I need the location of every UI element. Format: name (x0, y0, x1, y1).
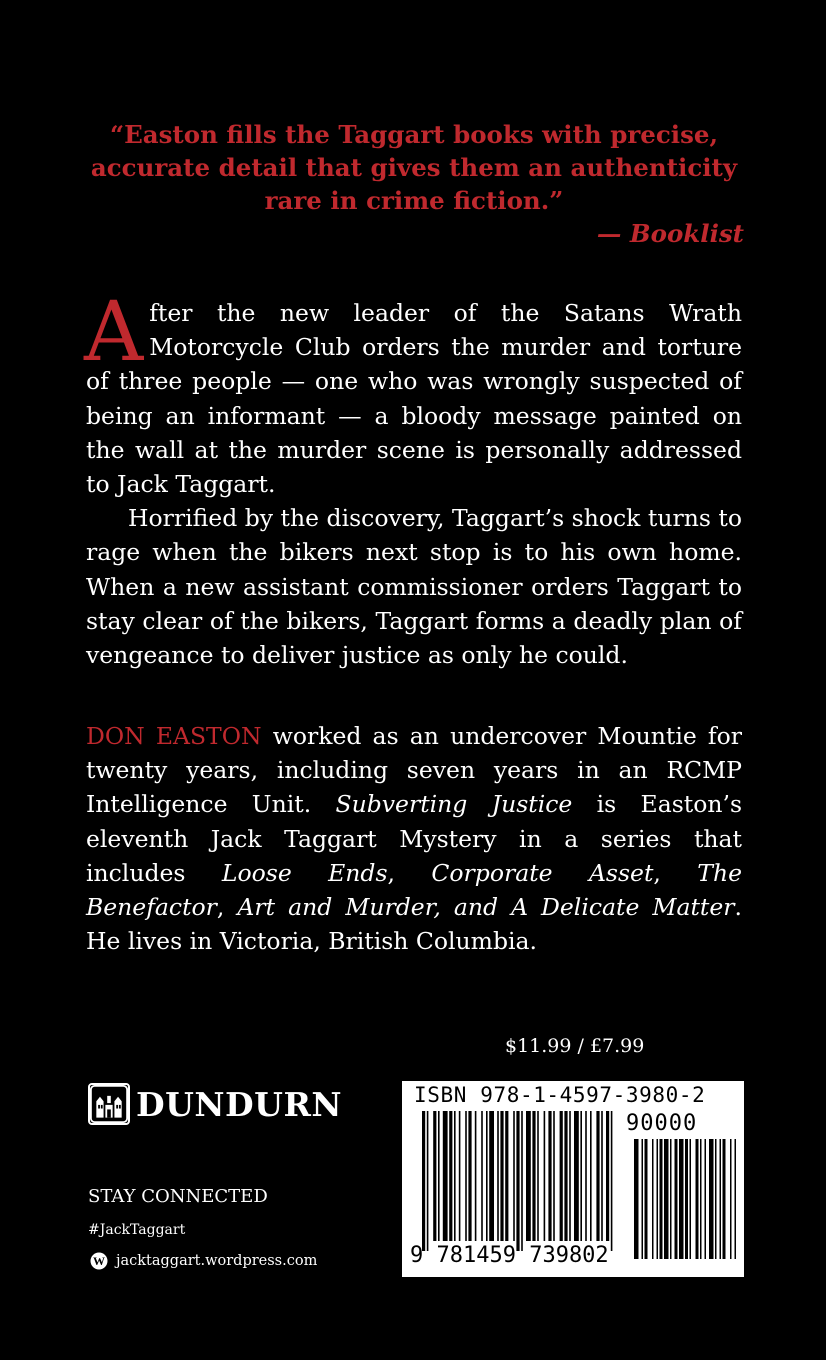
bio-title-1: Loose Ends (221, 858, 388, 887)
isbn-digits: 9 781459 739802 (410, 1243, 609, 1268)
bio-sep-2: , (653, 858, 698, 887)
bio-title-3: The Benefactor (86, 858, 743, 922)
review-quote (84, 118, 744, 250)
publisher-name: DUNDURN (136, 1084, 343, 1124)
stay-connected-heading: STAY CONNECTED (88, 1186, 268, 1207)
publisher-logo (88, 1083, 342, 1125)
barcode-box (402, 1081, 744, 1277)
svg-text:W: W (93, 1254, 105, 1268)
wordpress-icon (90, 1252, 108, 1270)
book-blurb (84, 285, 742, 672)
bio-part-1: worked as an undercover Mountie for twenty years, including seven years in an RCMP Intelligence Unit. (86, 722, 742, 819)
blurb-paragraph-1 (84, 285, 742, 501)
price-code: 90000 (626, 1111, 698, 1136)
website-url: jacktaggart.wordpress.com (116, 1253, 318, 1269)
bio-part-3: . He lives in Victoria, British Columbia. (86, 893, 742, 956)
quote-text: “Easton fills the Taggart books with precise, accurate detail that gives them an authenticity rare in crime fiction.” (90, 120, 738, 215)
bio-title-current: Subverting Justice (335, 790, 573, 819)
hashtag: #JackTaggart (88, 1222, 186, 1238)
price-label: $11.99 / £7.99 (505, 1035, 645, 1057)
author-bio (86, 719, 742, 958)
bio-sep-3: , (216, 893, 238, 922)
website-link[interactable] (90, 1252, 317, 1270)
bio-title-2: Corporate Asset (431, 858, 654, 887)
drop-cap: A (84, 285, 144, 380)
bio-sep-1: , (387, 858, 432, 887)
bio-title-4: Art and Murder, and A Delicate Matter (237, 893, 735, 922)
isbn-label: ISBN 978-1-4597-3980-2 (414, 1083, 706, 1107)
quote-attribution: — Booklist (596, 219, 744, 248)
blurb-paragraph-2: Horrified by the discovery, Taggart’s shock turns to rage when the bikers next stop is to his own home. When a new assistant commissioner orders Taggart to stay clear of the bikers, Taggart forms a deadly plan of vengeance to deliver justice as only he could. (86, 504, 742, 670)
blurb-paragraph-1-text: fter the new leader of the Satans Wrath Motorcycle Club orders the murder and torture of three people — one who was wrongly suspected of being an informant — a bloody message painted on the wall at the murder scene is personally addressed to Jack Taggart. (86, 299, 742, 499)
bio-part-2: is Easton’s eleventh Jack Taggart Mystery in a series that includes (86, 790, 743, 887)
dundurn-castle-logo-icon (88, 1083, 130, 1125)
author-bio-paragraph (86, 719, 742, 958)
author-name: DON EASTON (86, 722, 262, 750)
